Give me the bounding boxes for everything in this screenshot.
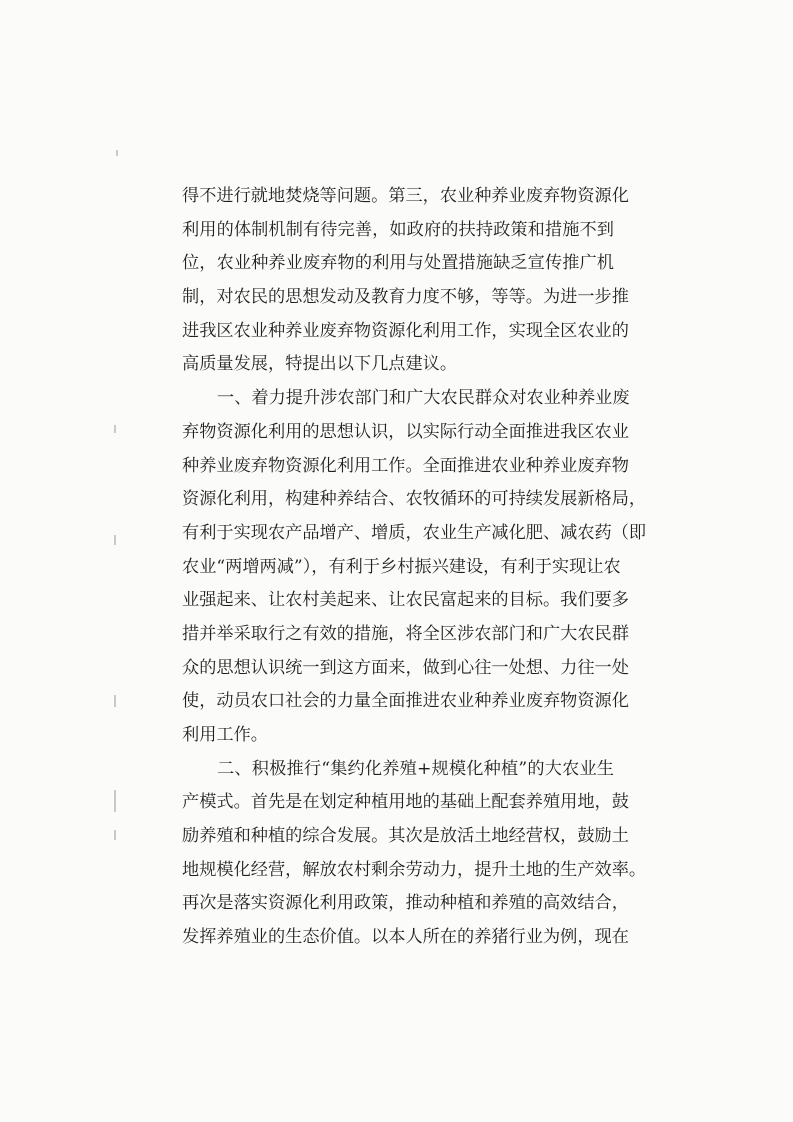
text-line: 再次是落实资源化利用政策，推动种植和养殖的高效结合，: [182, 893, 629, 914]
text-line: 弃物资源化利用的思想认识，以实际行动全面推进我区农业: [182, 421, 629, 442]
text-line: 利用的体制机制有待完善，如政府的扶持政策和措施不到: [182, 219, 614, 240]
scan-mark: [114, 425, 116, 433]
text-line: 措并举采取行之有效的措施，将全区涉农部门和广大农民群: [182, 623, 629, 644]
text-line: 产模式。首先是在划定种植用地的基础上配套养殖用地，鼓: [182, 792, 629, 813]
text-line: 利用工作。: [182, 725, 268, 745]
scan-mark: [116, 150, 118, 156]
text-line: 农业“两增两减”），有利于乡村振兴建设，有利于实现让农: [182, 556, 621, 577]
text-line: 得不进行就地焚烧等问题。第三，农业种养业废弃物资源化: [182, 186, 629, 206]
text-line: 业强起来、让农村美起来、让农民富起来的目标。我们要多: [182, 590, 629, 611]
text-line: 众的思想认识统一到这方面来，做到心往一处想、力往一处: [182, 657, 629, 678]
text-line: 发挥养殖业的生态价值。以本人所在的养猪行业为例，现在: [182, 927, 629, 948]
text-line: 位，农业种养业废弃物的利用与处置措施缺乏宣传推广机: [182, 253, 614, 274]
scan-mark: [114, 695, 116, 707]
text-line: 使，动员农口社会的力量全面推进农业种养业废弃物资源化: [182, 691, 629, 712]
text-line: 种养业废弃物资源化利用工作。全面推进农业种养业废弃物: [182, 455, 629, 476]
text-line: 二、积极推行“集约化养殖+规模化种植”的大农业生: [217, 758, 614, 779]
text-line: 高质量发展，特提出以下几点建议。: [182, 354, 458, 375]
scan-mark: [114, 830, 116, 840]
text-line: 进我区农业种养业废弃物资源化利用工作，实现全区农业的: [182, 320, 629, 341]
text-line: 资源化利用，构建种养结合、农牧循环的可持续发展新格局，: [182, 489, 647, 510]
text-line: 一、着力提升涉农部门和广大农民群众对农业种养业废: [217, 388, 630, 409]
scan-mark: [114, 535, 116, 545]
body-text: [182, 180, 647, 955]
text-line: 制，对农民的思想发动及教育力度不够，等等。为进一步推: [182, 287, 629, 308]
text-line: 有利于实现农产品增产、增质，农业生产减化肥、减农药（即: [182, 522, 647, 543]
text-line: 励养殖和种植的综合发展。其次是放活土地经营权，鼓励土: [182, 826, 629, 847]
text-line: 地规模化经营，解放农村剩余劳动力，提升土地的生产效率。: [182, 859, 647, 880]
scan-mark: [114, 790, 116, 812]
